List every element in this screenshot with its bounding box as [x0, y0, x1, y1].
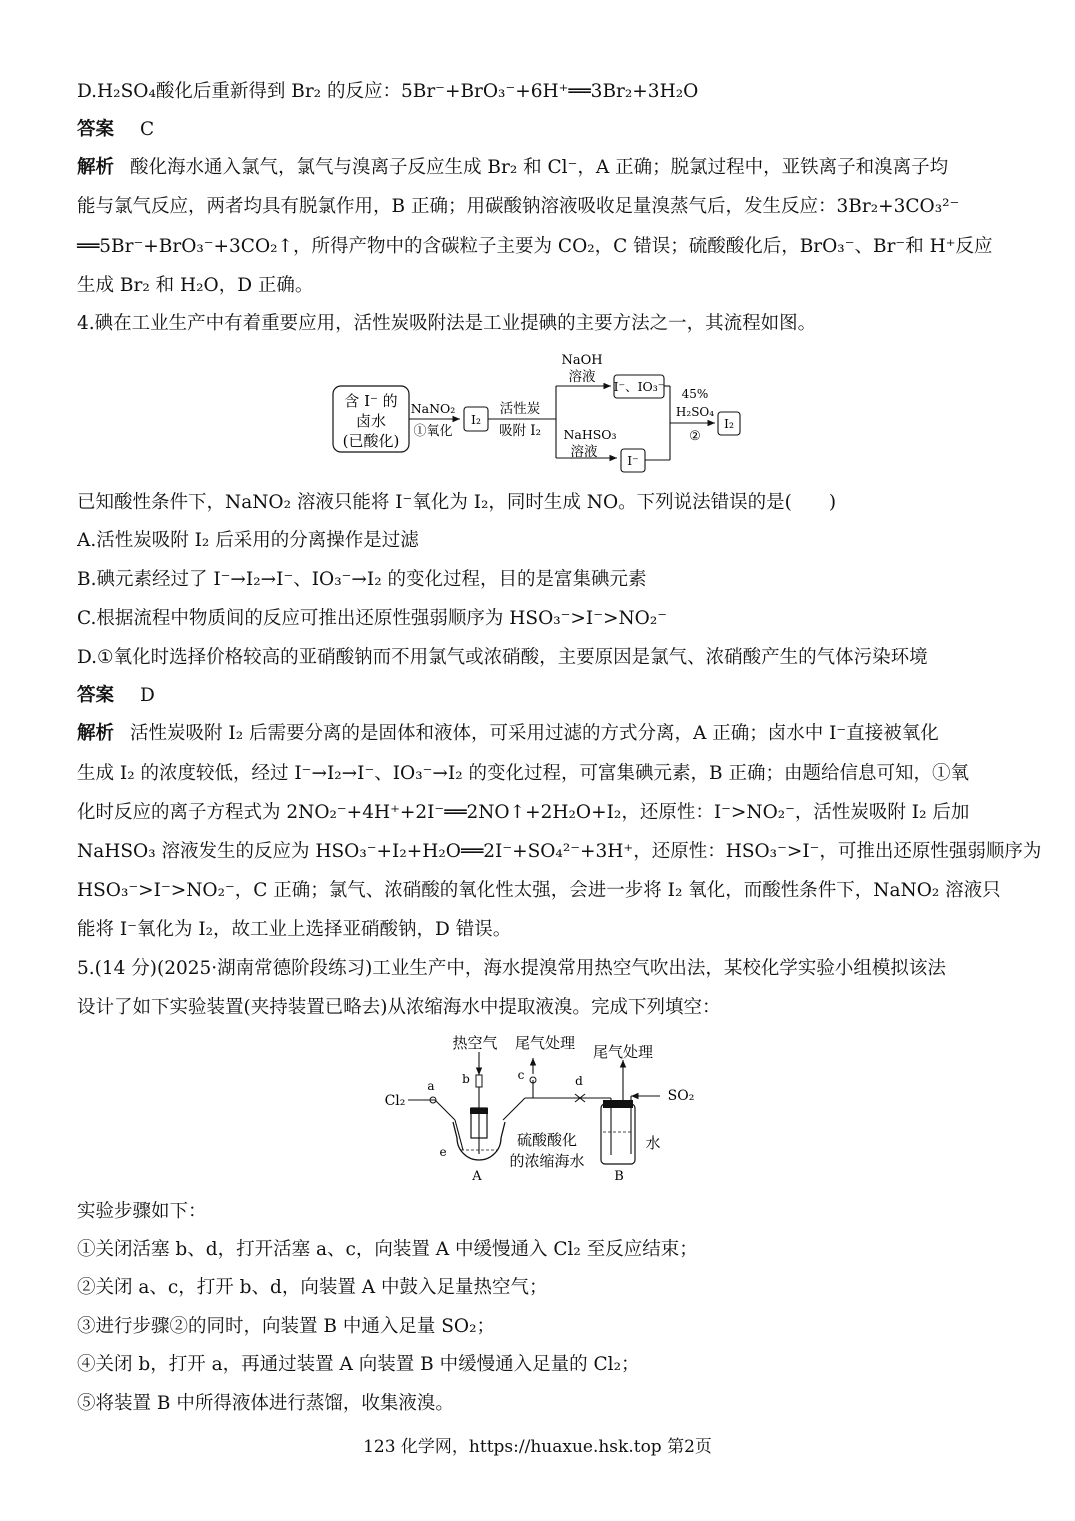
- q4-analysis-line-1: 解析 活性炭吸附 I₂ 后需要分离的是固体和液体，可采用过滤的方式分离，A 正确；卤水中 I⁻直接被氧化: [77, 723, 939, 744]
- svg-text:NaNO₂: NaNO₂: [410, 401, 456, 416]
- iodine-flowchart: [320, 348, 760, 476]
- svg-text:尾气处理: 尾气处理: [514, 1034, 576, 1052]
- q5-steps-title: 实验步骤如下：: [77, 1201, 207, 1222]
- q4-option-c: C.根据流程中物质间的反应可推出还原性强弱顺序为 HSO₃⁻>I⁻>NO₂⁻: [77, 608, 668, 629]
- q3-analysis-line-3: ══5Br⁻+BrO₃⁻+3CO₂↑，所得产物中的含碳粒子主要为 CO₂，C 错误；硫酸酸化后，BrO₃⁻、Br⁻和 H⁺反应: [77, 236, 993, 257]
- svg-text:的浓缩海水: 的浓缩海水: [509, 1152, 585, 1170]
- svg-text:SO₂: SO₂: [667, 1088, 695, 1104]
- q3-option-d: D.H₂SO₄酸化后重新得到 Br₂ 的反应：5Br⁻+BrO₃⁻+6H⁺══3Br₂+3H₂O: [77, 81, 699, 102]
- q5-step-1: ①关闭活塞 b、d，打开活塞 a、c，向装置 A 中缓慢通入 Cl₂ 至反应结束；: [77, 1239, 698, 1260]
- svg-text:②: ②: [689, 429, 701, 444]
- svg-text:热空气: 热空气: [452, 1034, 498, 1052]
- svg-text:I⁻: I⁻: [627, 453, 639, 468]
- svg-text:水: 水: [645, 1134, 661, 1152]
- svg-text:c: c: [517, 1068, 525, 1082]
- svg-text:e: e: [439, 1145, 447, 1159]
- q5-stem-line-2: 设计了如下实验装置(夹持装置已略去)从浓缩海水中提取液溴。完成下列填空：: [77, 997, 721, 1018]
- q5-stem-line-1: 5.(14 分)(2025·湖南常德阶段练习)工业生产中，海水提溴常用热空气吹出法，某校化学实验小组模拟该法: [77, 958, 946, 979]
- svg-text:a: a: [427, 1079, 435, 1093]
- svg-text:I₂: I₂: [724, 416, 734, 431]
- svg-text:卤水: 卤水: [355, 412, 387, 430]
- q4-analysis-line-4: NaHSO₃ 溶液发生的反应为 HSO₃⁻+I₂+H₂O══2I⁻+SO₄²⁻+3H⁺，还原性：HSO₃⁻>I⁻，可推出还原性强弱顺序为: [77, 841, 1042, 862]
- svg-text:b: b: [462, 1072, 470, 1086]
- q3-answer-row: [77, 118, 154, 142]
- q4-stem: 4.碘在工业生产中有着重要应用，活性炭吸附法是工业提碘的主要方法之一，其流程如图。: [77, 313, 817, 334]
- bromine-apparatus: [375, 1030, 715, 1190]
- q4-option-d: D.①氧化时选择价格较高的亚硝酸钠而不用氯气或浓硝酸，主要原因是氯气、浓硝酸产生的气体污染环境: [77, 647, 928, 668]
- svg-text:A: A: [472, 1169, 482, 1184]
- q4-answer-row: [77, 684, 155, 708]
- q4-analysis-line-2: 生成 I₂ 的浓度较低，经过 I⁻→I₂→I⁻、IO₃⁻→I₂ 的变化过程，可富集碘元素，B 正确；由题给信息可知，①氧: [77, 763, 969, 784]
- svg-text:45%: 45%: [681, 387, 709, 401]
- svg-text:NaHSO₃: NaHSO₃: [563, 427, 617, 442]
- svg-text:H₂SO₄: H₂SO₄: [675, 405, 715, 419]
- q3-analysis-line-2: 能与氯气反应，两者均具有脱氯作用，B 正确；用碳酸钠溶液吸收足量溴蒸气后，发生反应：3Br₂+3CO₃²⁻: [77, 196, 960, 217]
- svg-text:吸附 I₂: 吸附 I₂: [498, 423, 542, 439]
- q4-option-b: B.碘元素经过了 I⁻→I₂→I⁻、IO₃⁻→I₂ 的变化过程，目的是富集碘元素: [77, 569, 647, 590]
- svg-text:含 I⁻ 的: 含 I⁻ 的: [344, 392, 398, 410]
- q4-option-a: A.活性炭吸附 I₂ 后采用的分离操作是过滤: [77, 530, 419, 551]
- q4-analysis-line-3: 化时反应的离子方程式为 2NO₂⁻+4H⁺+2I⁻══2NO↑+2H₂O+I₂，还原性：I⁻>NO₂⁻，活性炭吸附 I₂ 后加: [77, 802, 970, 823]
- q5-step-4: ④关闭 b，打开 a，再通过装置 A 向装置 B 中缓慢通入足量的 Cl₂；: [77, 1354, 640, 1375]
- svg-text:I₂: I₂: [471, 412, 481, 427]
- q4-analysis-line-5: HSO₃⁻>I⁻>NO₂⁻，C 正确；氯气、浓硝酸的氧化性太强，会进一步将 I₂ 氧化，而酸性条件下，NaNO₂ 溶液只: [77, 880, 1001, 901]
- svg-text:I⁻、IO₃⁻: I⁻、IO₃⁻: [613, 379, 665, 394]
- q3-analysis-line-4: 生成 Br₂ 和 H₂O，D 正确。: [77, 275, 314, 296]
- answer-label: 答案: [77, 685, 115, 706]
- analysis-label: 解析: [77, 723, 115, 744]
- q5-step-2: ②关闭 a、c，打开 b、d，向装置 A 中鼓入足量热空气；: [77, 1277, 548, 1298]
- page-footer: 123 化学网，https://huaxue.hsk.top 第2页: [363, 1437, 712, 1457]
- answer-value: C: [140, 119, 155, 140]
- svg-text:活性炭: 活性炭: [499, 401, 541, 417]
- q5-step-3: ③进行步骤②的同时，向装置 B 中通入足量 SO₂；: [77, 1316, 495, 1337]
- svg-text:①氧化: ①氧化: [413, 424, 453, 439]
- q5-step-5: ⑤将装置 B 中所得液体进行蒸馏，收集液溴。: [77, 1393, 454, 1414]
- analysis-label: 解析: [77, 157, 115, 178]
- svg-text:尾气处理: 尾气处理: [592, 1043, 654, 1061]
- q3-analysis-line-1: 解析 酸化海水通入氯气，氯气与溴离子反应生成 Br₂ 和 Cl⁻，A 正确；脱氯过程中，亚铁离子和溴离子均: [77, 157, 949, 178]
- svg-text:溶液: 溶液: [570, 444, 598, 460]
- answer-label: 答案: [77, 119, 115, 140]
- q4-analysis-line-6: 能将 I⁻氧化为 I₂，故工业上选择亚硝酸钠，D 错误。: [77, 919, 512, 940]
- svg-text:硫酸酸化: 硫酸酸化: [516, 1131, 578, 1149]
- svg-text:溶液: 溶液: [568, 369, 596, 385]
- svg-text:(已酸化): (已酸化): [342, 432, 400, 450]
- svg-text:B: B: [614, 1169, 624, 1184]
- q4-known: 已知酸性条件下，NaNO₂ 溶液只能将 I⁻氧化为 I₂，同时生成 NO。下列说法错误的是( ): [77, 492, 837, 513]
- answer-value: D: [140, 685, 155, 706]
- svg-text:NaOH: NaOH: [561, 353, 603, 368]
- svg-text:Cl₂: Cl₂: [384, 1093, 406, 1109]
- svg-text:d: d: [575, 1074, 583, 1088]
